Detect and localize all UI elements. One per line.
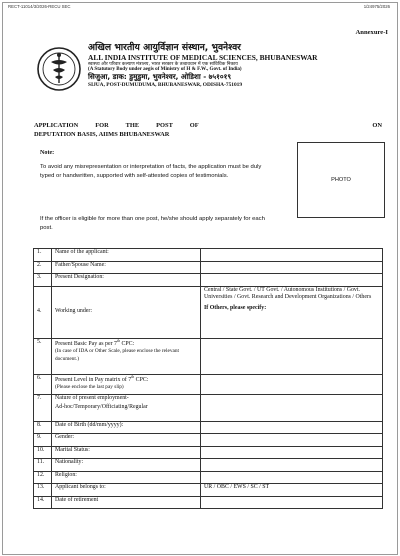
field-value[interactable] <box>201 286 383 338</box>
file-number: 1/24975/2026 <box>363 4 390 9</box>
row-number: 10. <box>34 446 52 459</box>
field-sublabel: Ad-hoc/Temporary/Officiating/Regular <box>55 404 148 411</box>
row-number: 4. <box>34 286 52 338</box>
table-row <box>34 286 383 338</box>
row-number: 1. <box>34 249 52 262</box>
row-number: 7. <box>34 394 52 421</box>
field-sublabel: (In case of IDA or Other Scale, please enclose the relevant document.) <box>55 348 179 362</box>
application-word: ON <box>372 122 382 129</box>
field-value[interactable] <box>201 274 383 287</box>
category-options[interactable]: UR / OBC / EWS / SC / ST <box>201 484 383 497</box>
table-row <box>34 459 383 472</box>
field-value[interactable] <box>201 394 383 421</box>
row-number: 3. <box>34 274 52 287</box>
field-label <box>52 394 201 421</box>
application-word: APPLICATION <box>34 122 79 129</box>
note-text: To avoid any misrepresentation or interpretation of facts, the application must be duly typed or handwritten, supported with self-attested copies of testimonials. <box>40 164 262 179</box>
table-row <box>34 446 383 459</box>
field-label <box>52 374 201 394</box>
row-number: 11. <box>34 459 52 472</box>
working-under-options: Central / State Govt. / UT Govt. / Autonomous Institutions / Govt. Universities / Govt. Research and Development Organizations / Others <box>204 286 372 301</box>
address-hindi: सिजुआ, डाक: डुमुडुमा, भुवनेश्वर, ओडिशा - ७५१०१९ <box>88 72 232 82</box>
field-value[interactable] <box>201 434 383 447</box>
address-english: SIJUA, POST-DUMUDUMA, BHUBANESWAR, ODISHA-751019 <box>88 81 243 88</box>
table-row <box>34 434 383 447</box>
field-label: Nationality: <box>52 459 201 472</box>
application-form-table <box>33 248 383 509</box>
row-number: 14. <box>34 496 52 509</box>
row-number: 6. <box>34 374 52 394</box>
table-row <box>34 496 383 509</box>
table-row <box>34 274 383 287</box>
row-number: 8. <box>34 421 52 434</box>
row-number: 9. <box>34 434 52 447</box>
field-value[interactable] <box>201 459 383 472</box>
employment-nature-label: Nature of present employment- <box>55 394 129 401</box>
application-word: FOR <box>95 122 109 129</box>
field-label: Date of Birth (dd/mm/yyyy): <box>52 421 201 434</box>
reference-number: RECT-11014/3/2026-RECU SEC <box>8 4 71 9</box>
field-value[interactable] <box>201 338 383 374</box>
field-label: Marital Status: <box>52 446 201 459</box>
field-label: Religion: <box>52 471 201 484</box>
application-title-line <box>34 121 382 131</box>
photo-box[interactable] <box>297 142 385 218</box>
table-row <box>34 421 383 434</box>
field-value[interactable] <box>201 471 383 484</box>
row-number: 13. <box>34 484 52 497</box>
row-number: 12. <box>34 471 52 484</box>
institute-header <box>88 43 388 88</box>
field-value[interactable] <box>201 421 383 434</box>
application-word: THE <box>125 122 140 129</box>
table-row <box>34 394 383 421</box>
application-word: POST <box>156 122 173 129</box>
pay-level-label: Present Level in Pay matrix of 7th CPC: <box>55 374 149 383</box>
field-value[interactable] <box>201 249 383 262</box>
institute-name-english: ALL INDIA INSTITUTE OF MEDICAL SCIENCES, BHUBANESWAR <box>88 52 318 62</box>
field-label: Father/Spouse Name: <box>52 261 201 274</box>
statutory-body-line: (A Statutory Body under aegis of Ministry of H & F.W., Govt. of India) <box>88 66 242 73</box>
application-title-line-2: DEPUTATION BASIS, AIIMS BHUBANESWAR <box>34 131 170 138</box>
row-number: 2. <box>34 261 52 274</box>
table-row <box>34 374 383 394</box>
field-label: Name of the applicant: <box>52 249 201 262</box>
field-sublabel: (Please enclose the last pay slip) <box>55 384 124 391</box>
field-value[interactable] <box>201 446 383 459</box>
institute-name-hindi: अखिल भारतीय आयुर्विज्ञान संस्थान, भुवनेश्वर <box>88 42 241 53</box>
annexure-label: Annexure-I <box>355 29 388 36</box>
table-row <box>34 249 383 262</box>
field-label: Present Designation: <box>52 274 201 287</box>
eligibility-note: If the officer is eligible for more than one post, he/she should apply separately for each post. <box>40 216 265 231</box>
row-number: 5. <box>34 338 52 374</box>
ministry-line-hindi: स्वास्थ्य और परिवार कल्याण मंत्रालय, भारत सरकार के तत्वावधान में एक सांविधिक निकाय <box>88 62 238 68</box>
aiims-logo-icon <box>36 46 82 92</box>
field-label <box>52 338 201 374</box>
table-row <box>34 471 383 484</box>
field-label: Applicant belongs to: <box>52 484 201 497</box>
field-label: Date of retirement <box>52 496 201 509</box>
field-value[interactable] <box>201 261 383 274</box>
table-row <box>34 338 383 374</box>
table-row <box>34 484 383 497</box>
photo-label: PHOTO <box>331 177 351 183</box>
others-specify-label: If Others, please specify: <box>204 305 267 312</box>
note-label: Note: <box>40 150 55 156</box>
table-row <box>34 261 383 274</box>
field-label: Gender: <box>52 434 201 447</box>
basic-pay-label: Present Basic Pay as per 7th CPC: <box>55 338 135 347</box>
field-label: Working under: <box>52 286 201 338</box>
application-word: OF <box>189 122 199 129</box>
field-value[interactable] <box>201 374 383 394</box>
field-value[interactable] <box>201 496 383 509</box>
